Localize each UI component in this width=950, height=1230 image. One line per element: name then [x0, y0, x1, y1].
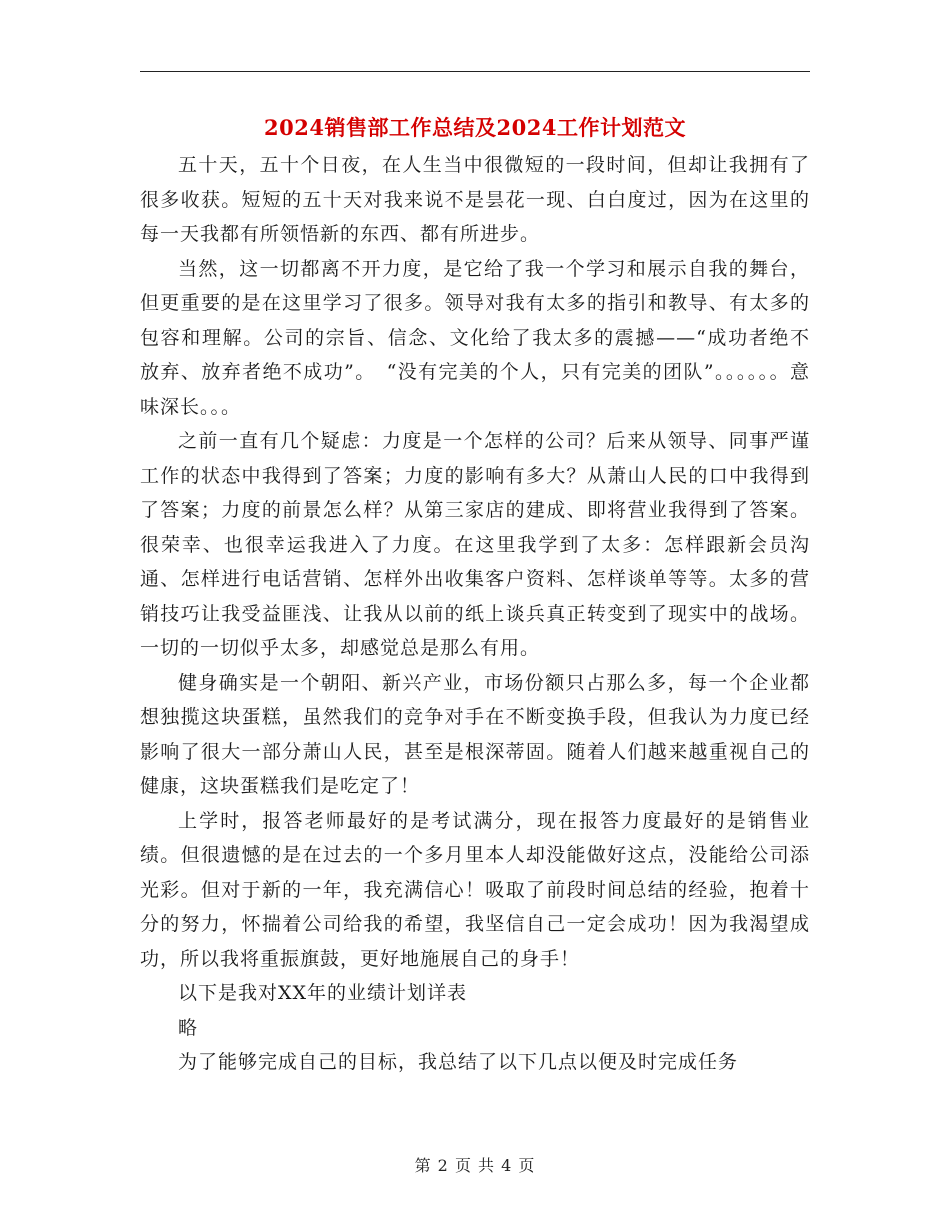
paragraph: 略 [178, 1016, 199, 1039]
page-number-footer: 第 2 页 共 4 页 [414, 1156, 536, 1175]
paragraph: 之前一直有几个疑虑：力度是一个怎样的公司？后来从领导、同事严谨工作的状态中我得到了答案；力度的影响有多大？从萧山人民的口中我得到了答案；力度的前景怎么样？从第三家店的建成、即将营业我得到了答案。很荣幸、也很幸运我进入了力度。在这里我学到了太多：怎样跟新会员沟通、怎样进行电话营销、怎样外出收集客户资料、怎样谈单等等。太多的营销技巧让我受益匪浅、让我从以前的纸上谈兵真正转变到了现实中的战场。一切的一切似乎太多，却感觉总是那么有用。 [140, 430, 810, 659]
header-rule [140, 71, 810, 72]
document-body [140, 148, 810, 1080]
paragraph: 上学时，报答老师最好的是考试满分，现在报答力度最好的是销售业绩。但很遗憾的是在过去的一个多月里本人却没能做好这点，没能给公司添光彩。但对于新的一年，我充满信心！吸取了前段时间总结的经验，抱着十分的努力，怀揣着公司给我的希望，我坚信自己一定会成功！因为我渴望成功，所以我将重振旗鼓，更好地施展自己的身手！ [140, 809, 810, 970]
paragraph: 为了能够完成自己的目标，我总结了以下几点以便及时完成任务 [178, 1051, 739, 1073]
document-title: 2024销售部工作总结及2024工作计划范文 [264, 115, 686, 140]
paragraph: 健身确实是一个朝阳、新兴产业，市场份额只占那么多，每一个企业都想独揽这块蛋糕，虽然我们的竞争对手在不断变换手段，但我认为力度已经影响了很大一部分萧山人民，甚至是根深蒂固。随着人们越来越重视自己的健康，这块蛋糕我们是吃定了！ [140, 671, 810, 797]
paragraph: 以下是我对XX年的业绩计划详表 [178, 982, 468, 1004]
paragraph: 当然，这一切都离不开力度，是它给了我一个学习和展示自我的舞台，但更重要的是在这里学习了很多。领导对我有太多的指引和教导、有太多的包容和理解。公司的宗旨、信念、文化给了我太多的震撼——“成功者绝不放弃、放弃者绝不成功”。 “没有完美的个人，只有完美的团队”。。。。。。意味深长。。。 [140, 257, 810, 418]
paragraph: 五十天，五十个日夜，在人生当中很微短的一段时间，但却让我拥有了很多收获。短短的五十天对我来说不是昙花一现、白白度过，因为在这里的每一天我都有所领悟新的东西、都有所进步。 [140, 154, 810, 245]
